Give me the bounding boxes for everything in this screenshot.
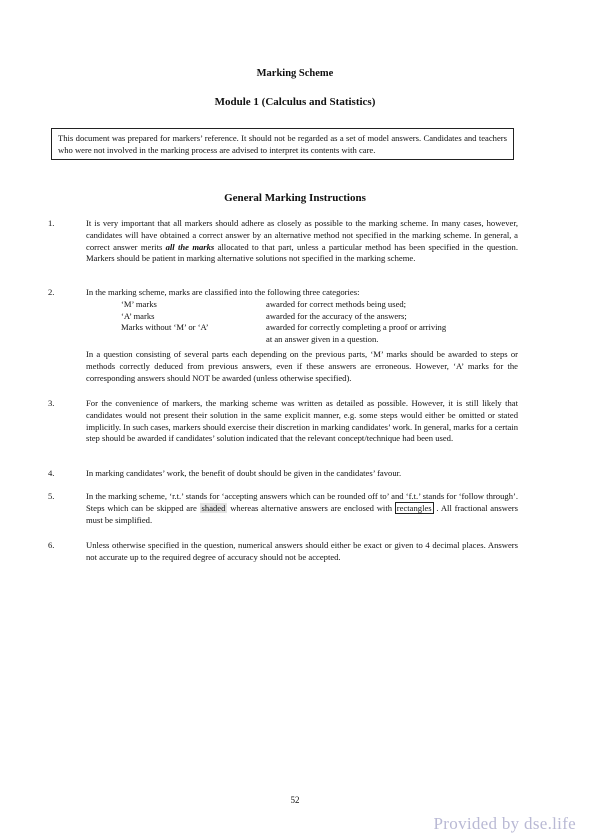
instruction-number: 3. <box>48 398 55 408</box>
category-description: awarded for correct methods being used; <box>266 298 407 309</box>
instruction-number: 1. <box>48 218 55 228</box>
instruction-text: In marking candidates’ work, the benefit of doubt should be given in the candidates’ favour. <box>86 468 402 478</box>
instruction-number: 6. <box>48 540 55 550</box>
instruction-paragraph: In a question consisting of several parts each depending on the previous parts, ‘M’ marks should be awarded to steps or methods correctly deduced from previous answers, even if these answers are erroneous. However, ‘A’ marks for the corresponding answers should NOT be awarded (unless otherwise specified). <box>86 348 518 383</box>
text-segment: It is very important that all markers should adhere as closely as possible to the marking scheme. In many cases, however, candidates will have obtained a correct answer by an alternative method not specified in the marking scheme. In general, a correct answer merits <box>86 218 518 252</box>
instruction-number: 4. <box>48 468 55 478</box>
instruction-2 <box>48 287 518 384</box>
instruction-text: Unless otherwise specified in the question, numerical answers should either be exact or given to 4 decimal places. Answers not accurate up to the required degree of accuracy should not be accepted. <box>86 540 518 562</box>
category-row <box>86 322 518 334</box>
text-segment: . All fractional answers must be simplified. <box>86 502 518 525</box>
category-row <box>86 334 518 346</box>
instruction-3 <box>48 398 518 445</box>
instruction-text <box>86 218 518 265</box>
instruction-number: 2. <box>48 287 55 297</box>
instruction-text <box>86 287 518 384</box>
category-name: ‘A’ marks <box>121 310 155 321</box>
category-name: ‘M’ marks <box>121 298 157 309</box>
section-title: General Marking Instructions <box>224 192 366 204</box>
disclaimer-box: This document was prepared for markers’ reference. It should not be regarded as a set of model answers. Candidates and teachers who were not involved in the marking process are advised to interpret its contents with care. <box>51 128 514 160</box>
category-name: Marks without ‘M’ or ‘A’ <box>121 322 209 333</box>
emphasis-text: all the marks <box>165 241 215 252</box>
category-row <box>86 311 518 323</box>
module-subtitle: Module 1 (Calculus and Statistics) <box>214 96 376 108</box>
text-segment: In the marking scheme, ‘r.t.’ stands for ‘accepting answers which can be rounded off to’ and ‘f.t.’ stands for ‘follow through’. Steps which can be skipped are <box>86 491 518 513</box>
text-segment: whereas alternative answers are enclosed with <box>227 502 395 513</box>
category-row <box>86 299 518 311</box>
instruction-5 <box>48 491 518 526</box>
page-title: Marking Scheme <box>256 68 334 79</box>
instruction-6 <box>48 540 518 564</box>
shaded-sample: shaded <box>201 502 226 513</box>
page-number: 52 <box>290 795 300 805</box>
instruction-text: For the convenience of markers, the marking scheme was written as detailed as possible. However, it is still likely that candidates would not present their solution in the same explicit manner, e.g. some steps would either be omitted or stated implicitly. In such cases, markers should exercise their discretion in marking candidates’ work. In general, marks for a certain step should be awarded if candidates’ solution indicated that the relevant concept/technique had been used. <box>86 398 518 444</box>
category-description: awarded for correctly completing a proof or arriving <box>266 322 447 333</box>
watermark-link[interactable]: Provided by dse.life <box>433 814 576 833</box>
instruction-number: 5. <box>48 491 55 501</box>
instruction-intro: In the marking scheme, marks are classified into the following three categories: <box>86 287 360 297</box>
category-description: awarded for the accuracy of the answers; <box>266 310 407 321</box>
category-description: at an answer given in a question. <box>266 334 379 345</box>
rectangle-sample: rectangles <box>396 502 432 513</box>
instruction-text <box>86 491 518 526</box>
text-segment: allocated to that part, unless a particular method has been specified in the question. Markers should be patient in marking alternative solutions not specified in the marking scheme. <box>86 241 518 264</box>
instruction-4 <box>48 468 518 480</box>
instruction-1 <box>48 218 518 265</box>
